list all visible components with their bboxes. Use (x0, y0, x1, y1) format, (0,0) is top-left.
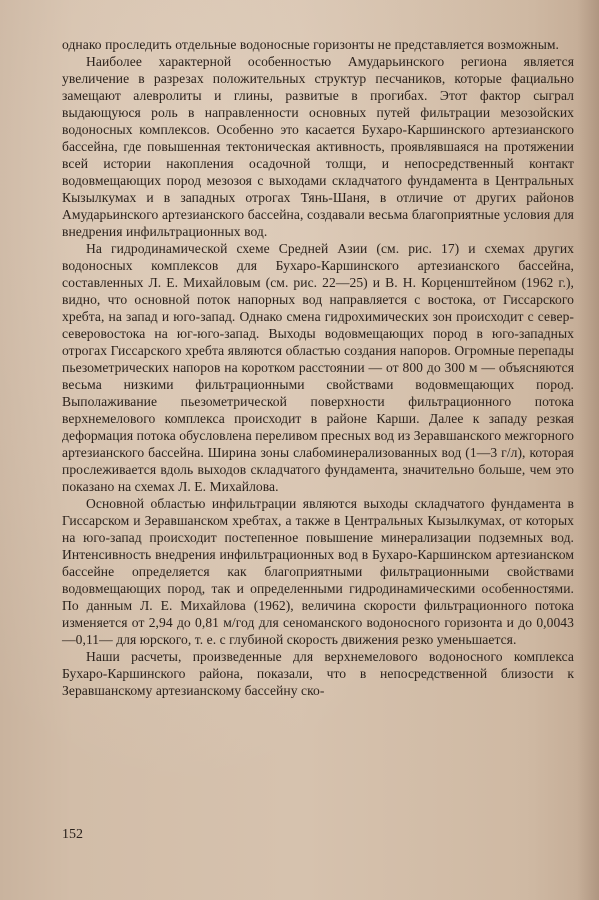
paragraph-3: На гидродинамической схеме Средней Азии (см. рис. 17) и схемах других водоносных комплексов для Бухаро-Каршинского артезианского бассейна, составленных Л. Е. Михайловым (см. рис. 22—25) и В. Н. Корценштейном (1962 г.), видно, что основной поток напорных вод направляется с востока, от Гиссарского хребта, на запад и юго-запад. Однако смена гидрохимических зон происходит с север-северовостока на юг-юго-запад. Выходы водовмещающих пород в юго-западных отрогах Гиссарского хребта являются областью создания напоров. Огромные перепады пьезометрических напоров на коротком расстоянии — от 800 до 300 м — объясняются весьма низкими фильтрационными свойствами водовмещающих пород. Выполаживание пьезометрической поверхности фильтрационного потока верхнемелового комплекса происходит в районе Карши. Далее к западу резкая деформация потока обусловлена переливом пресных вод из Зеравшанского межгорного артезианского бассейна. Ширина зоны слабоминерализованных вод (1—3 г/л), которая прослеживается вдоль выходов складчатого фундамента, значительно больше, чем это показано на схемах Л. Е. Михайлова. (62, 241, 574, 494)
page-edge-shadow (577, 0, 599, 900)
paragraph-5: Наши расчеты, произведенные для верхнемелового водоносного комплекса Бухаро-Каршинского района, показали, что в непосредственной близости к Зеравшанскому артезианскому бассейну ско- (62, 649, 574, 698)
paragraph-2: Наиболее характерной особенностью Амударьинского региона является увеличение в разрезах положительных структур песчаников, которые фациально замещают алевролиты и глины, развитые в прогибах. Этот фактор сыграл выдающуюся роль в направленности основных путей фильтрации мезозойских водоносных комплексов. Особенно это касается Бухаро-Каршинского артезианского бассейна, где повышенная тектоническая активность, проявлявшаяся на протяжении всей истории накопления осадочной толщи, и непосредственный контакт водовмещающих пород мезозоя с выходами складчатого фундамента в Центральных Кызылкумах и в западных отрогах Тянь-Шаня, в отличие от других районов Амударьинского артезианского бассейна, создавали весьма благоприятные условия для внедрения инфильтрационных вод. (62, 54, 574, 239)
paragraph-1: однако проследить отдельные водоносные горизонты не представляется возможным. (62, 37, 559, 52)
page-number: 152 (62, 827, 83, 842)
paragraph-4: Основной областью инфильтрации являются выходы складчатого фундамента в Гиссарском и Зеравшанском хребтах, а также в Центральных Кызылкумах, от которых на юго-запад происходит постепенное повышение минерализации подземных вод. Интенсивность внедрения инфильтрационных вод в Бухаро-Каршинском артезианском бассейне определяется как благоприятными фильтрационными свойствами водовмещающих пород, так и определенными гидродинамическими особенностями. По данным Л. Е. Михайлова (1962), величина скорости фильтрационного потока изменяется от 2,94 до 0,81 м/год для сеноманского водоносного горизонта и до 0,0043—0,11— для юрского, т. е. с глубиной скорость движения резко уменьшается. (62, 496, 574, 647)
body-text (62, 36, 574, 699)
